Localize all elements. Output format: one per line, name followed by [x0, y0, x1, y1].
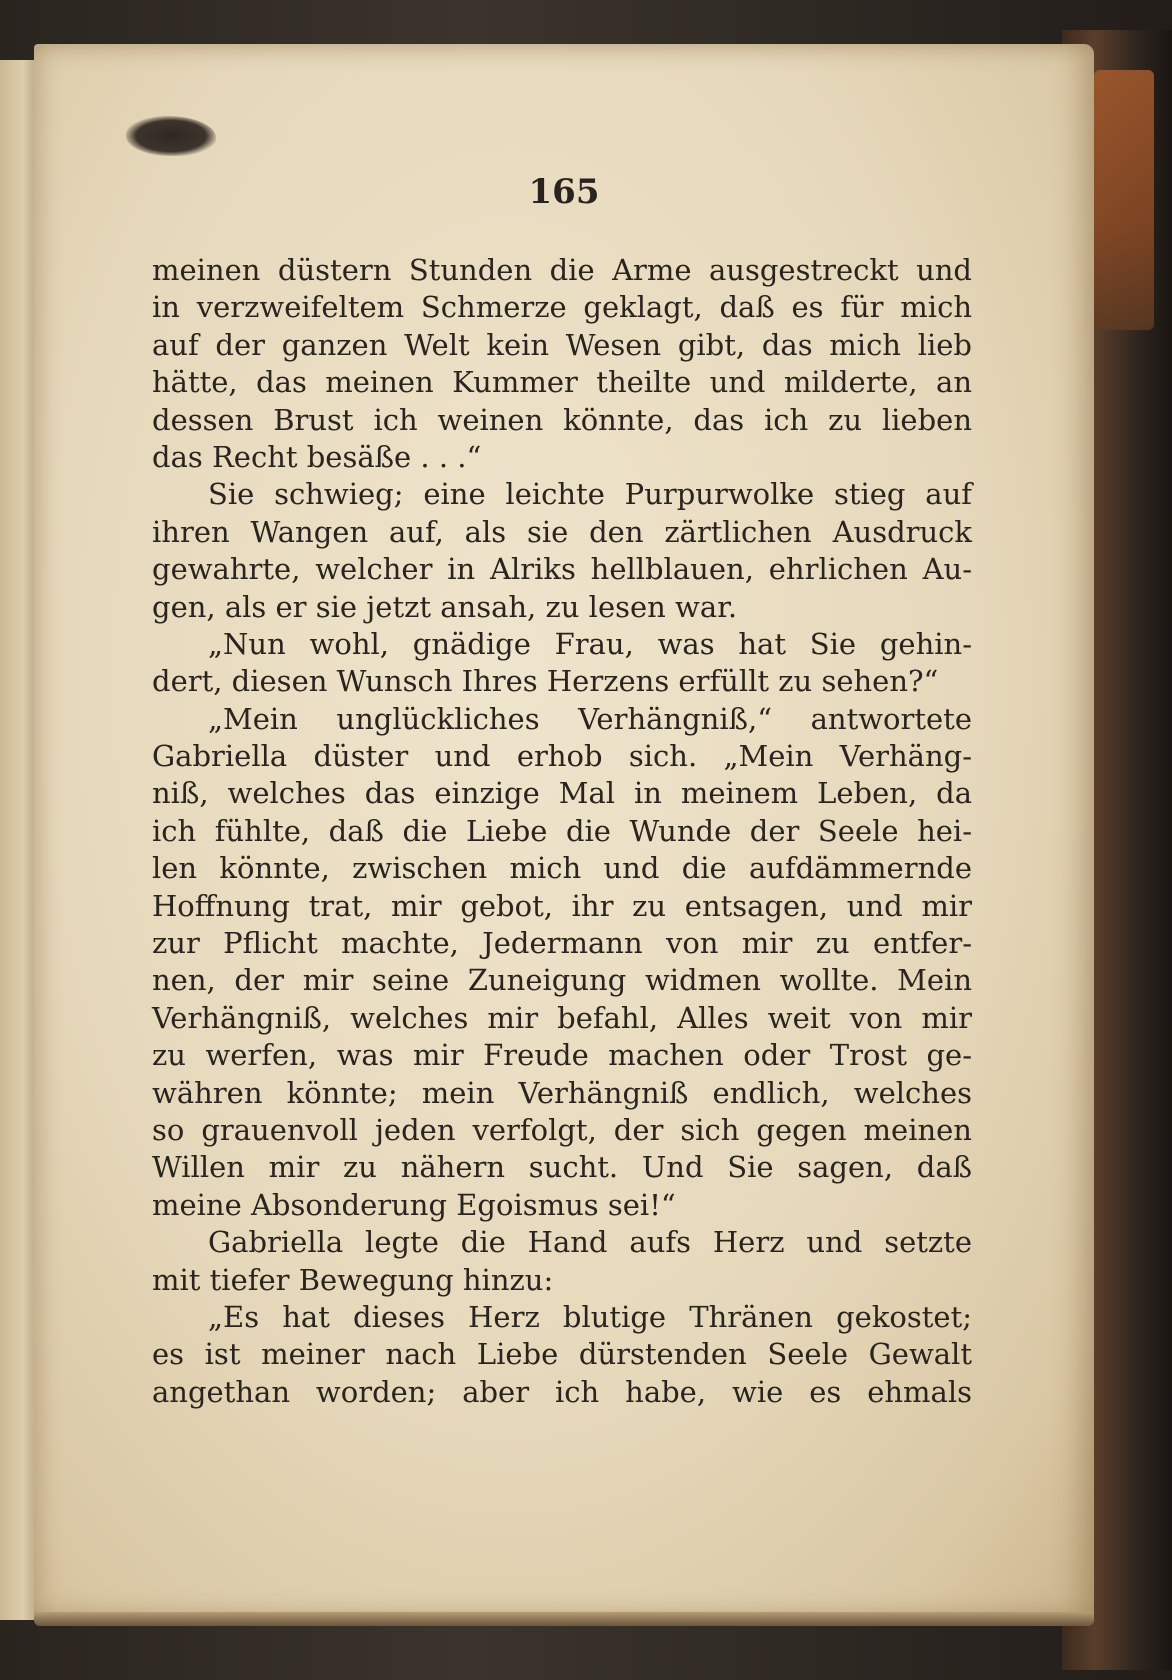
- text-line: Gabriella düster und erhob sich. „Mein Verhäng-: [152, 739, 972, 774]
- book-page: [34, 44, 1094, 1618]
- text-line: len könnte, zwischen mich und die aufdämmernde: [152, 851, 972, 886]
- page-number: 165: [528, 172, 600, 212]
- text-line: niß, welches das einzige Mal in meinem Leben, da: [152, 776, 972, 811]
- text-line: hätte, das meinen Kummer theilte und milderte, an: [152, 365, 972, 400]
- text-line: in verzweifeltem Schmerze geklagt, daß es für mich: [152, 290, 972, 325]
- cover-leather-patch: [1094, 70, 1154, 330]
- text-line: Hoffnung trat, mir gebot, ihr zu entsagen, und mir: [152, 888, 972, 923]
- text-line: gewahrte, welcher in Alriks hellblauen, ehrlichen Au-: [152, 552, 972, 587]
- text-line: „Es hat dieses Herz blutige Thränen gekostet;: [208, 1299, 972, 1334]
- text-line: meine Absonderung Egoismus sei!“: [152, 1187, 676, 1222]
- text-line: Gabriella legte die Hand aufs Herz und setzte: [208, 1225, 972, 1260]
- text-line: Verhängniß, welches mir befahl, Alles weit von mir: [152, 1000, 972, 1035]
- text-line: gen, als er sie jetzt ansah, zu lesen war.: [152, 589, 738, 624]
- text-line: Willen mir zu nähern sucht. Und Sie sagen, daß: [152, 1150, 972, 1185]
- text-line: währen könnte; mein Verhängniß endlich, welches: [152, 1075, 972, 1110]
- ink-stain: [126, 116, 216, 156]
- text-line: „Nun wohl, gnädige Frau, was hat Sie gehin-: [208, 626, 972, 661]
- text-line: ich fühlte, daß die Liebe die Wunde der Seele hei-: [152, 813, 972, 848]
- body-text: [152, 252, 972, 1411]
- text-line: das Recht besäße . . .“: [152, 439, 482, 474]
- text-line: meinen düstern Stunden die Arme ausgestreckt und: [152, 253, 972, 287]
- text-line: dessen Brust ich weinen könnte, das ich zu lieben: [152, 402, 972, 437]
- text-line: nen, der mir seine Zuneigung widmen wollte. Mein: [152, 963, 972, 998]
- text-line: angethan worden; aber ich habe, wie es ehmals: [152, 1374, 972, 1409]
- text-line: auf der ganzen Welt kein Wesen gibt, das mich lieb: [152, 327, 972, 362]
- page-bottom-edge: [34, 1612, 1094, 1626]
- text-line: ihren Wangen auf, als sie den zärtlichen Ausdruck: [152, 514, 972, 549]
- text-line: „Mein unglückliches Verhängniß,“ antwortete: [208, 701, 972, 736]
- text-line: mit tiefer Bewegung hinzu:: [152, 1262, 554, 1297]
- text-line: zu werfen, was mir Freude machen oder Trost ge-: [152, 1038, 972, 1073]
- text-line: so grauenvoll jeden verfolgt, der sich gegen meinen: [152, 1112, 972, 1147]
- text-line: Sie schwieg; eine leichte Purpurwolke stieg auf: [208, 477, 972, 512]
- text-line: es ist meiner nach Liebe dürstenden Seele Gewalt: [152, 1337, 972, 1372]
- text-line: zur Pflicht machte, Jedermann von mir zu entfer-: [152, 926, 972, 961]
- text-line: dert, diesen Wunsch Ihres Herzens erfüllt zu sehen?“: [152, 664, 939, 699]
